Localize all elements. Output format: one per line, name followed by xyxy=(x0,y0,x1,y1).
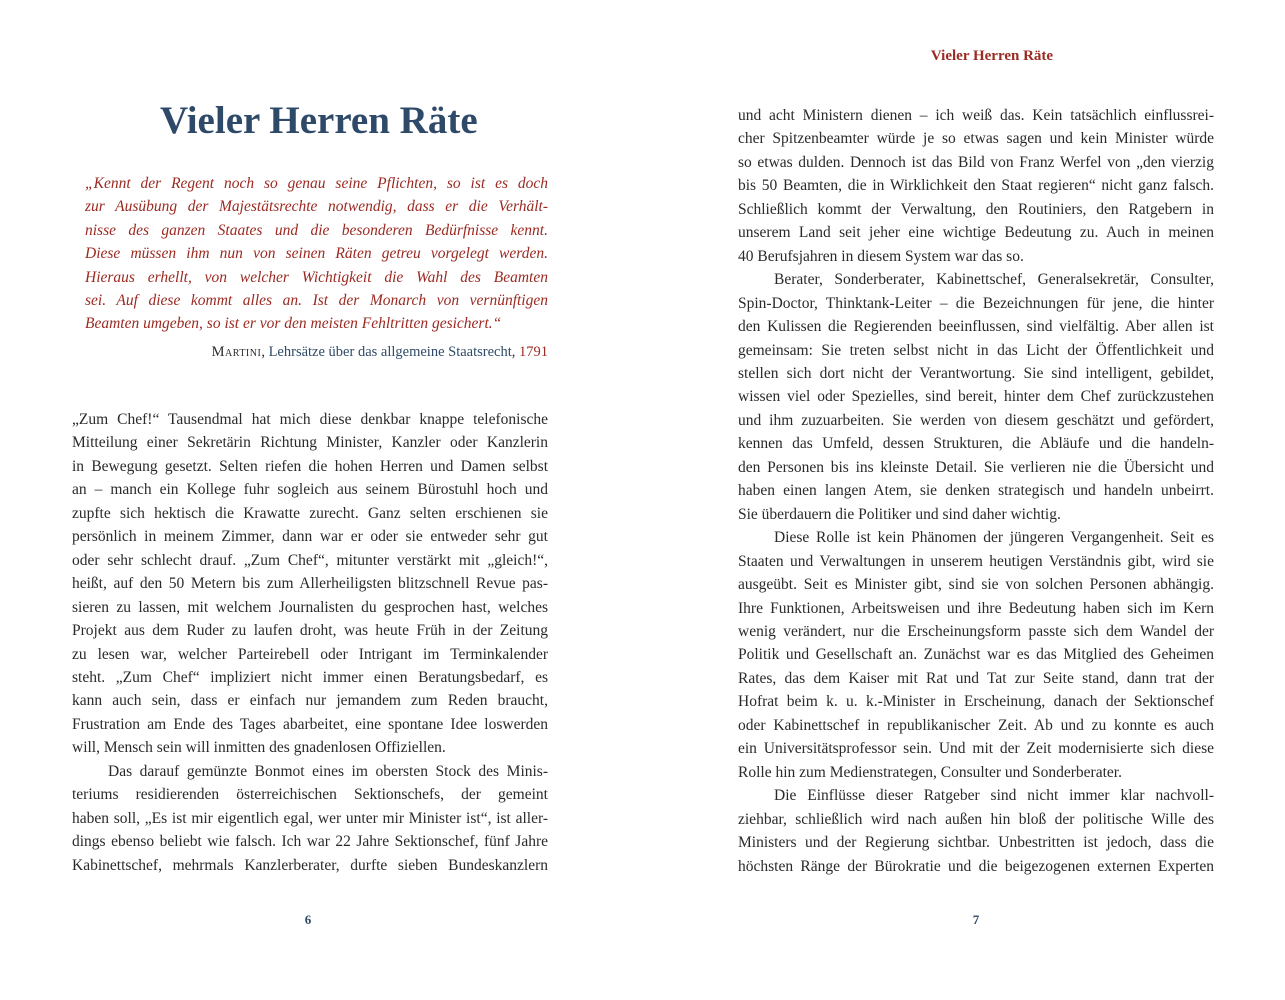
text-line: und acht Ministern dienen – ich weiß das. Kein tatsächlich einflussrei- xyxy=(738,107,1214,124)
text-line: Die Einflüsse dieser Ratgeber sind nicht immer klar nachvoll- xyxy=(774,787,1214,805)
text-line: wenig verändert, nur die Erscheinungsform passte sich dem Wandel der xyxy=(738,622,1214,640)
left-page xyxy=(0,0,642,1000)
epigraph-line: nisse des ganzen Staates und die besonderen Bedürfnisse kennt. xyxy=(85,221,548,239)
left-body-text xyxy=(72,408,548,877)
text-line: dings ebenso beliebt wie falsch. Ich war 22 Jahre Sektionschef, fünf Jahre xyxy=(72,833,548,851)
text-line: Staaten und Verwaltungen in unserem heutigen Verständnis gibt, wird sie xyxy=(738,552,1214,570)
text-line: so etwas dulden. Dennoch ist das Bild von Franz Werfel von „den vierzig xyxy=(738,153,1214,171)
epigraph-line: zur Ausübung der Majestätsrechte notwendig, dass er die Verhält- xyxy=(85,198,548,216)
text-line: und ihm zuzuarbeiten. Sie werden von diesem geschätzt und gefördert, xyxy=(738,411,1214,429)
text-line: Berater, Sonderberater, Kabinettschef, Generalsekretär, Consulter, xyxy=(774,271,1214,289)
text-line: zupfte sich hektisch die Krawatte zurecht. Ganz selten erschienen sie xyxy=(72,504,548,522)
text-line: Sie überdauern die Politiker und sind daher wichtig. xyxy=(738,505,1061,523)
text-line: stellen sich dort nicht der Verantwortung. Sie sind intelligent, gebildet, xyxy=(738,364,1214,382)
running-head: Vieler Herren Räte xyxy=(930,48,1054,64)
text-line: Ihre Funktionen, Arbeitsweisen und ihre Bedeutung haben sich im Kern xyxy=(738,599,1214,617)
epigraph-line: Diese müssen ihm nun von seinen Räten getreu vorgelegt werden. xyxy=(85,245,548,263)
text-line: kann auch sein, dass er einfach nur jemandem zum Reden braucht, xyxy=(72,692,548,710)
text-line: persönlich in meinem Zimmer, dann war er oder sie entweder sehr gut xyxy=(72,528,548,546)
text-line: Mitteilung einer Sekretärin Richtung Minister, Kanzler oder Kanzlerin xyxy=(72,434,548,452)
text-line: bis 50 Beamten, die in Wirklichkeit den Staat regieren“ nicht ganz falsch. xyxy=(738,177,1214,195)
right-page xyxy=(642,0,1285,1000)
text-line: an – manch ein Kollege fuhr sogleich aus seinem Bürostuhl hoch und xyxy=(72,481,548,499)
text-line: Das darauf gemünzte Bonmot eines im obersten Stock des Minis- xyxy=(108,762,548,780)
text-line: haben soll, „Es ist mir eigentlich egal, wer unter mir Minister ist“, ist aller- xyxy=(72,809,548,827)
text-line: 40 Berufsjahren in diesem System war das so. xyxy=(738,247,1024,265)
text-line: den Personen bis ins kleinste Detail. Sie verlieren nie die Übersicht und xyxy=(738,458,1214,476)
epigraph-source xyxy=(85,344,548,361)
text-line: cher Spitzenbeamter würde je so etwas sagen und kein Minister würde xyxy=(738,130,1214,148)
epigraph-line: Hieraus erhellt, von welcher Wichtigkeit die Wahl des Beamten xyxy=(85,268,548,286)
source-separator: , xyxy=(511,344,519,360)
source-separator: , xyxy=(261,344,269,360)
text-line: sieren zu lassen, mit welchem Journalisten du gesprochen hast, welches xyxy=(72,598,548,616)
text-line: Ministers und der Regierung sichtbar. Unbestritten ist jedoch, dass die xyxy=(738,834,1214,852)
epigraph-line: sei. Auf diese kommt alles an. Ist der Monarch von vernünftigen xyxy=(85,292,548,310)
source-author: Martini xyxy=(211,344,262,360)
text-line: Rates, das dem Kaiser mit Rat und Tat zur Seite stand, dann trat der xyxy=(738,669,1214,687)
text-line: heißt, auf den 50 Metern bis zum Allerheiligsten blitzschnell Revue pas- xyxy=(72,575,548,593)
text-line: will, Mensch sein will inmitten des gnadenlosen Offiziellen. xyxy=(72,739,446,757)
text-line: wissen viel oder Spezielles, sind bereit, hinter dem Chef zurückzustehen xyxy=(738,388,1214,406)
text-line: steht. „Zum Chef“ impliziert nicht immer einen Beratungsbedarf, es xyxy=(72,668,548,686)
text-line: Frustration am Ende des Tages abarbeitet, eine spontane Idee loswerden xyxy=(72,715,548,733)
text-line: Projekt aus dem Ruder zu laufen droht, was heute Früh in der Zeitung xyxy=(72,622,548,640)
epigraph-line: „Kennt der Regent noch so genau seine Pflichten, so ist es doch xyxy=(85,175,548,192)
text-line: ausgeübt. Seit es Minister gibt, sind sie von solchen Personen abhängig. xyxy=(738,576,1214,594)
text-line: höchsten Ränge der Bürokratie und die beigezogenen externen Experten xyxy=(738,857,1214,875)
right-body-text xyxy=(738,104,1214,878)
page-number: 6 xyxy=(304,912,312,927)
text-line: oder sehr schlecht drauf. „Zum Chef“, mitunter verstärkt mit „gleich!“, xyxy=(72,551,548,569)
epigraph xyxy=(85,172,548,336)
text-line: Diese Rolle ist kein Phänomen der jüngeren Vergangenheit. Seit es xyxy=(774,529,1214,547)
text-line: Hofrat beim k. u. k.-Minister in Erscheinung, danach der Sektionschef xyxy=(738,693,1214,711)
text-line: Kabinettschef, mehrmals Kanzlerberater, durfte sieben Bundeskanzlern xyxy=(72,856,548,874)
source-title: Lehrsätze über das allgemeine Staatsrecht xyxy=(268,344,512,360)
text-line: Politik und Gesellschaft an. Zunächst war es das Mitglied des Geheimen xyxy=(738,646,1214,664)
text-line: unserem Land seit jeher eine wichtige Bedeutung zu. Auch in meinen xyxy=(738,224,1214,242)
text-line: „Zum Chef!“ Tausendmal hat mich diese denkbar knappe telefonische xyxy=(72,411,548,428)
text-line: gemeinsam: Sie treten selbst nicht in das Licht der Öffentlichkeit und xyxy=(738,341,1214,359)
chapter-title: Vieler Herren Räte xyxy=(160,99,478,142)
text-line: den Kulissen die Regierenden beeinflussen, sind vielfältig. Aber allen ist xyxy=(738,318,1214,336)
text-line: Rolle hin zum Medienstrategen, Consulter und Sonderberater. xyxy=(738,763,1122,781)
text-line: kennen das Umfeld, dessen Strukturen, die Abläufe und die handeln- xyxy=(738,435,1214,453)
source-year: 1791 xyxy=(519,344,548,360)
text-line: Spin-Doctor, Thinktank-Leiter – die Bezeichnungen für jene, die hinter xyxy=(738,294,1214,312)
text-line: teriums residierenden österreichischen Sektionschefs, der gemeint xyxy=(72,786,548,804)
page-number: 7 xyxy=(972,912,980,927)
text-line: ziehbar, schließlich wird nach außen hin bloß der politische Wille des xyxy=(738,810,1214,828)
text-line: zu lesen war, welcher Parteirebell oder Intrigant im Terminkalender xyxy=(72,645,548,663)
text-line: in Bewegung gesetzt. Selten riefen die hohen Herren und Damen selbst xyxy=(72,457,548,475)
text-line: ein Universitätsprofessor sein. Und mit der Zeit modernisierte sich diese xyxy=(738,740,1214,758)
text-line: haben einen langen Atem, sie denken strategisch und handeln unbeirrt. xyxy=(738,482,1214,500)
epigraph-line: Beamten umgeben, so ist er vor den meisten Fehltritten gesichert.“ xyxy=(85,315,502,333)
text-line: oder Kabinettschef in republikanischer Zeit. Ab und zu konnte es auch xyxy=(738,716,1214,734)
text-line: Schließlich kommt der Verwaltung, den Routiniers, den Ratgebern in xyxy=(738,200,1214,218)
